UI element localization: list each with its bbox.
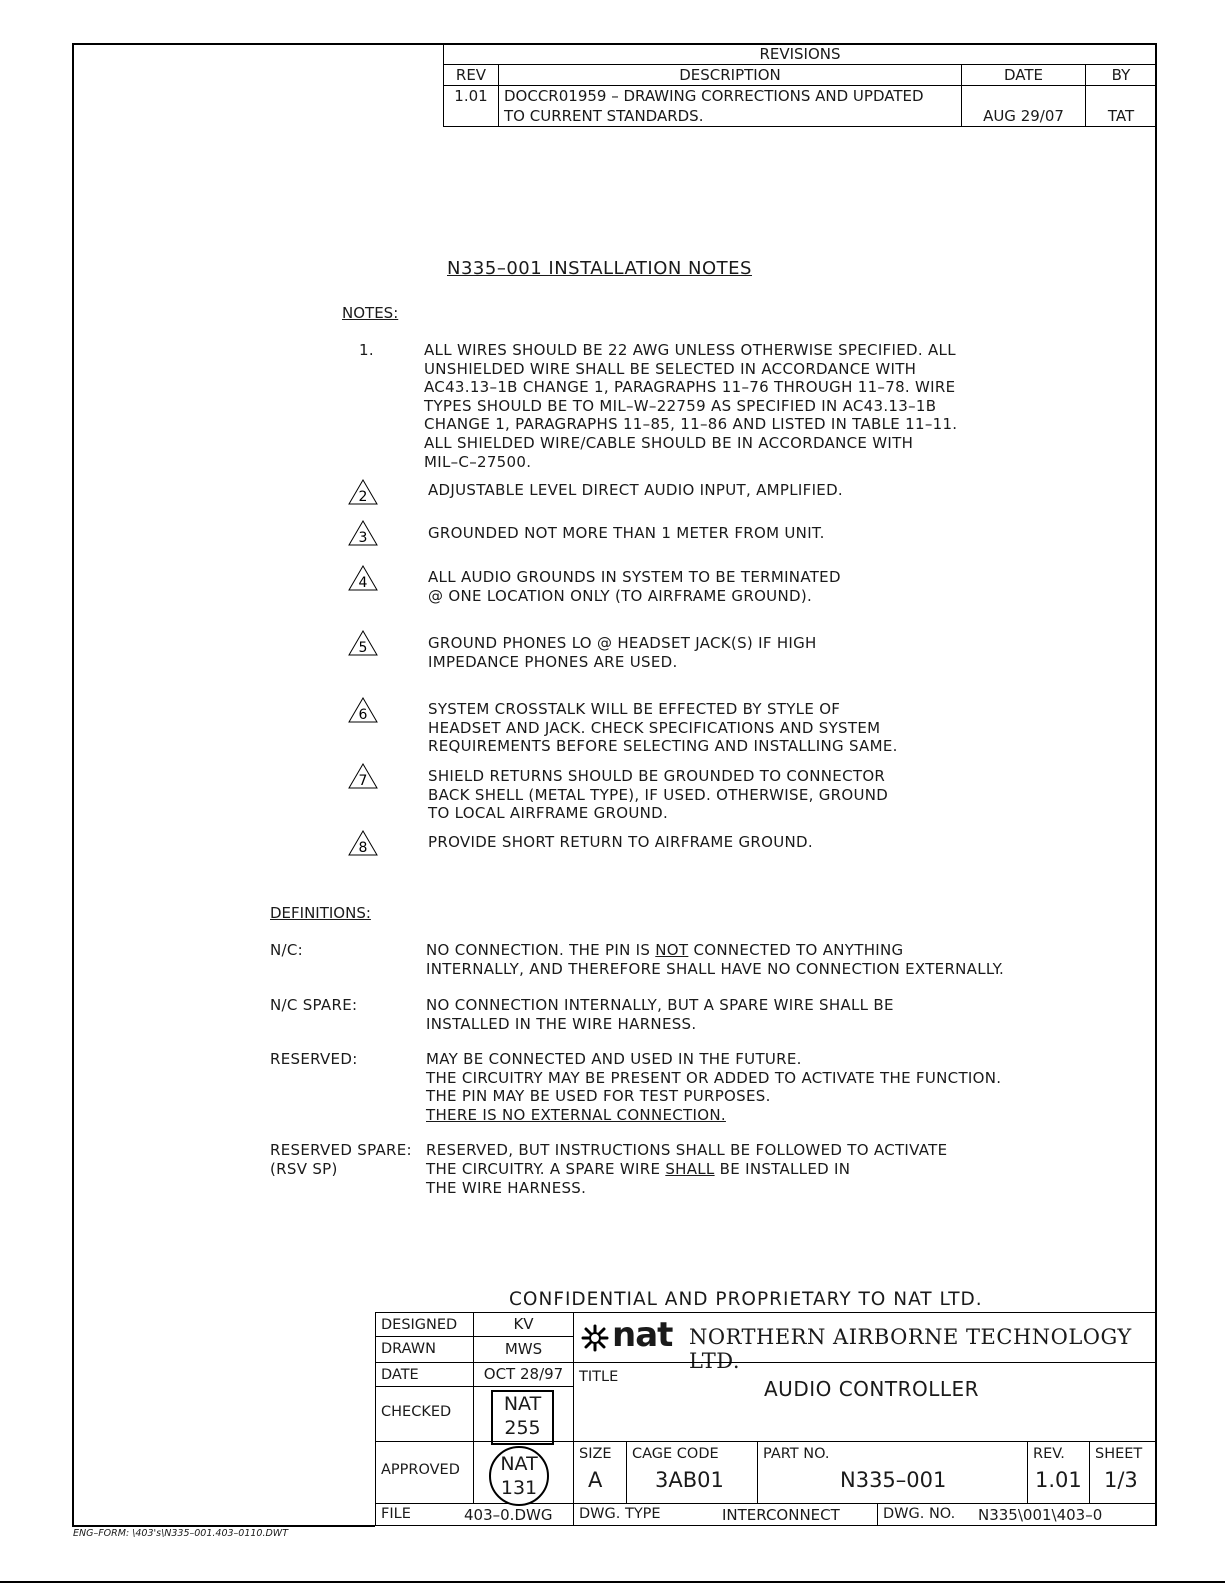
- cage-code-label: CAGE CODE: [632, 1446, 719, 1462]
- definition-reserved-spare-line-1: RESERVED, BUT INSTRUCTIONS SHALL BE FOLLOWED TO ACTIVATE: [426, 1141, 948, 1159]
- revisions-heading: REVISIONS: [444, 44, 1157, 65]
- approved-label-cell: [375, 1441, 474, 1504]
- cage-code-value: 3AB01: [655, 1468, 724, 1492]
- note-6-text: SYSTEM CROSSTALK WILL BE EFFECTED BY STYLE OF HEADSET AND JACK. CHECK SPECIFICATIONS AND SYSTEM REQUIREMENTS BEFORE SELECTING AND INSTALLING SAME.: [428, 700, 898, 756]
- note-1-text: ALL WIRES SHOULD BE 22 AWG UNLESS OTHERWISE SPECIFIED. ALL UNSHIELDED WIRE SHALL BE SELECTED IN ACCORDANCE WITH AC43.13–1B CHANGE 1, PARAGRAPHS 11–76 THROUGH 11–78. WIRE TYPES SHOULD BE TO MIL–W–22759 AS SPECIFIED IN AC43.13–1B CHANGE 1, PARAGRAPHS 11–85, 11–86 AND LISTED IN TABLE 11–11. ALL SHIELDED WIRE/CABLE SHOULD BE IN ACCORDANCE WITH MIL–C–27500.: [424, 341, 958, 471]
- definition-nc-line-2: INTERNALLY, AND THEREFORE SHALL HAVE NO CONNECTION EXTERNALLY.: [426, 960, 1005, 978]
- rev-col-header: REV: [444, 65, 499, 86]
- note-6-flag-number: 6: [358, 707, 368, 723]
- date-label-cell: [375, 1362, 474, 1387]
- note-2-text: ADJUSTABLE LEVEL DIRECT AUDIO INPUT, AMPLIFIED.: [428, 481, 843, 499]
- nat-logo-icon: [580, 1323, 610, 1353]
- confidential-notice: CONFIDENTIAL AND PROPRIETARY TO NAT LTD.: [509, 1289, 983, 1310]
- checked-stamp-line-2: 255: [504, 1417, 541, 1439]
- checked-stamp: [491, 1390, 554, 1445]
- note-6-flag-icon: [348, 697, 378, 723]
- definition-nc-spare-term: N/C SPARE:: [270, 996, 358, 1014]
- size-cell: [573, 1441, 627, 1504]
- approved-stamp-line-2: 131: [500, 1477, 538, 1499]
- note-2-flag-number: 2: [358, 489, 368, 505]
- note-3-flag-number: 3: [358, 530, 368, 546]
- definition-reserved-term: RESERVED:: [270, 1050, 358, 1068]
- definition-reserved-spare-abbrev: (RSV SP): [270, 1160, 338, 1178]
- definition-nc-spare-text: NO CONNECTION INTERNALLY, BUT A SPARE WIRE SHALL BE INSTALLED IN THE WIRE HARNESS.: [426, 996, 894, 1033]
- approved-stamp: [489, 1446, 549, 1506]
- note-3-flag-icon: [348, 520, 378, 546]
- note-5-flag-icon: [348, 630, 378, 656]
- nat-logo-text: nat: [612, 1315, 673, 1355]
- date-value: OCT 28/97: [473, 1362, 574, 1387]
- revision-description: [499, 86, 962, 127]
- dwg-type-value: INTERCONNECT: [722, 1506, 840, 1524]
- note-5-text: GROUND PHONES LO @ HEADSET JACK(S) IF HIGH IMPEDANCE PHONES ARE USED.: [428, 634, 817, 671]
- revision-date: AUG 29/07: [962, 86, 1086, 127]
- eng-form-reference: ENG–FORM: \403's\N335–001.403–0110.DWT: [73, 1528, 289, 1539]
- note-1-marker: 1.: [359, 341, 374, 359]
- file-cell: [375, 1503, 574, 1526]
- notes-heading: NOTES:: [342, 304, 399, 322]
- checked-label: CHECKED: [381, 1404, 452, 1420]
- note-8-flag-icon: [348, 830, 378, 856]
- rev-value: 1.01: [1035, 1468, 1082, 1492]
- drawn-label: DRAWN: [381, 1341, 436, 1357]
- document-title: N335–001 INSTALLATION NOTES: [447, 258, 752, 279]
- definitions-heading: DEFINITIONS:: [270, 904, 371, 922]
- definition-reserved-spare-line-3: THE WIRE HARNESS.: [426, 1179, 587, 1197]
- revision-row: [444, 86, 1157, 127]
- designed-value: KV: [473, 1312, 574, 1337]
- note-3-text: GROUNDED NOT MORE THAN 1 METER FROM UNIT.: [428, 524, 825, 542]
- dwg-type-label: DWG. TYPE: [579, 1506, 661, 1522]
- approved-stamp-line-1: NAT: [500, 1453, 538, 1475]
- frame-bottom-left-rule: [72, 1525, 375, 1527]
- size-value: A: [588, 1468, 603, 1492]
- cage-code-cell: [626, 1441, 758, 1504]
- checked-stamp-line-1: NAT: [503, 1393, 542, 1415]
- note-4-text: ALL AUDIO GROUNDS IN SYSTEM TO BE TERMINATED @ ONE LOCATION ONLY (TO AIRFRAME GROUND).: [428, 568, 841, 605]
- definition-reserved-spare-term: RESERVED SPARE:: [270, 1141, 412, 1159]
- revision-description-line-2: TO CURRENT STANDARDS.: [504, 107, 704, 125]
- dwg-no-label: DWG. NO.: [883, 1506, 956, 1522]
- date-label: DATE: [381, 1367, 419, 1383]
- note-2-flag-icon: [348, 479, 378, 505]
- dwg-no-value: N335\001\403–0: [978, 1506, 1103, 1524]
- revision-by: TAT: [1086, 86, 1157, 127]
- sheet-cell: [1089, 1441, 1157, 1504]
- size-label: SIZE: [579, 1446, 612, 1462]
- drawn-label-cell: [375, 1336, 474, 1363]
- rev-label: REV.: [1033, 1446, 1065, 1462]
- date-col-header: DATE: [962, 65, 1086, 86]
- definition-nc-line-1: NO CONNECTION. THE PIN IS NOT CONNECTED TO ANYTHING: [426, 941, 904, 959]
- title-label: TITLE: [579, 1369, 619, 1385]
- sheet-value: 1/3: [1104, 1468, 1138, 1492]
- designed-label-cell: [375, 1312, 474, 1337]
- description-col-header: DESCRIPTION: [499, 65, 962, 86]
- company-cell: [573, 1312, 1157, 1373]
- note-7-flag-icon: [348, 763, 378, 789]
- revisions-table: [443, 43, 1157, 127]
- drawn-value: MWS: [473, 1336, 574, 1363]
- revision-description-line-1: DOCCR01959 – DRAWING CORRECTIONS AND UPDATED: [504, 87, 924, 105]
- note-8-text: PROVIDE SHORT RETURN TO AIRFRAME GROUND.: [428, 833, 813, 851]
- note-5-flag-number: 5: [358, 640, 368, 656]
- title-cell: [573, 1362, 1157, 1442]
- dwg-no-cell: [877, 1503, 1157, 1526]
- note-4-flag-number: 4: [358, 575, 368, 591]
- dwg-type-cell: [573, 1503, 878, 1526]
- file-value: 403–0.DWG: [464, 1506, 553, 1524]
- note-7-text: SHIELD RETURNS SHOULD BE GROUNDED TO CONNECTOR BACK SHELL (METAL TYPE), IF USED. OTHERWISE, GROUND TO LOCAL AIRFRAME GROUND.: [428, 767, 889, 823]
- definition-nc-term: N/C:: [270, 941, 304, 959]
- part-no-cell: [757, 1441, 1028, 1504]
- note-7-flag-number: 7: [358, 773, 368, 789]
- rev-cell: [1027, 1441, 1090, 1504]
- note-8-flag-number: 8: [358, 840, 368, 856]
- definition-reserved-underlined: THERE IS NO EXTERNAL CONNECTION.: [426, 1106, 726, 1124]
- definition-reserved-text: MAY BE CONNECTED AND USED IN THE FUTURE. THE CIRCUITRY MAY BE PRESENT OR ADDED TO ACTIVATE THE FUNCTION. THE PIN MAY BE USED FOR TEST PURPOSES.: [426, 1050, 1002, 1106]
- company-name: NORTHERN AIRBORNE TECHNOLOGY LTD.: [689, 1325, 1132, 1373]
- part-no-label: PART NO.: [763, 1446, 830, 1462]
- sheet-label: SHEET: [1095, 1446, 1143, 1462]
- part-no-value: N335–001: [840, 1468, 947, 1492]
- bottom-rule: [0, 1581, 1225, 1583]
- revision-rev: 1.01: [444, 86, 499, 127]
- note-4-flag-icon: [348, 565, 378, 591]
- designed-label: DESIGNED: [381, 1317, 458, 1333]
- by-col-header: BY: [1086, 65, 1157, 86]
- file-label: FILE: [381, 1506, 411, 1522]
- checked-label-cell: [375, 1386, 474, 1442]
- title-value: AUDIO CONTROLLER: [764, 1377, 980, 1401]
- approved-label: APPROVED: [381, 1462, 460, 1478]
- definition-reserved-spare-line-2: THE CIRCUITRY. A SPARE WIRE SHALL BE INSTALLED IN: [426, 1160, 851, 1178]
